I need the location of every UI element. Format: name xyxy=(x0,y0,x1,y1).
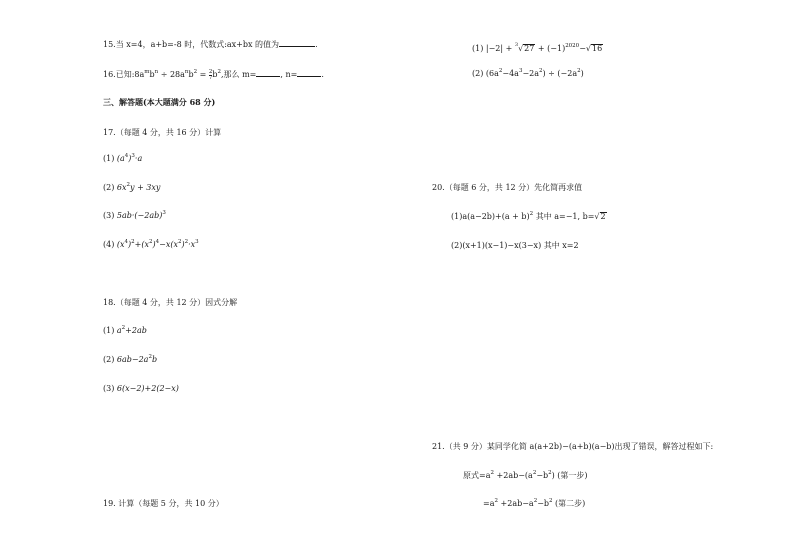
question-21-step-2: $=a^2 +2ab-a^2-b^2$ (第二步) xyxy=(483,498,586,508)
question-17-part-2: (2) $6x^2y + 3xy$ xyxy=(103,182,161,192)
question-18-title: 18.（每题 4 分，共 12 分）因式分解 xyxy=(103,298,238,307)
question-17-title: 17.（每题 4 分，共 16 分）计算 xyxy=(103,128,222,137)
radical-sign: √ xyxy=(585,44,591,53)
question-21-title: 21.（共 9 分）某同学化简 a(a+2b)−(a+b)(a−b)出现了错误，解答过程如下: xyxy=(432,442,714,451)
question-20-part-2: (2)(x+1)(x−1)−x(3−x) 其中 x=2 xyxy=(451,241,579,250)
question-17-part-4: (4) $(x^4)^2+(x^2)^4-x(x^2)^2\cdot x^3$ xyxy=(103,239,199,249)
question-20-part-1: $(1)a(a-2b)+(a + b)^2$ 其中 a=−1, b=√2 xyxy=(451,211,606,221)
question-17-part-3: (3) $5ab\cdot(-2ab)^3$ xyxy=(103,210,166,220)
radical-sign: √ xyxy=(518,44,524,53)
answer-blank-n xyxy=(297,69,321,77)
question-15: 15.当 x=4，a+b=-8 时，代数式:ax+bx 的值为 . xyxy=(103,40,318,49)
question-19-title: 19. 计算（每题 5 分，共 10 分） xyxy=(103,499,224,508)
answer-blank-m xyxy=(256,69,280,77)
question-19-part-2: (2) $(6a^2-4a^3-2a^2) \div (-2a^2)$ xyxy=(472,68,584,78)
radical-sign: √ xyxy=(594,212,600,221)
answer-blank xyxy=(279,39,315,47)
question-18-part-2: (2) $6ab-2a^2b$ xyxy=(103,354,158,364)
question-17-part-1: (1) $(a^4)^3\cdot a$ xyxy=(103,153,143,163)
cube-root: 3 xyxy=(514,42,519,48)
question-21-step-1: 原式$=a^2 +2ab-(a^2-b^2)$ (第一步) xyxy=(463,470,588,480)
question-18-part-1: (1) $a^2+2ab$ xyxy=(103,325,147,335)
fraction: $\frac{2}{7}$ xyxy=(208,68,213,81)
question-19-part-1: (1) $|-2| + ^3√27 + (-1)^{2020}-√16$ xyxy=(472,42,603,53)
section-3-heading: 三、解答题(本大题满分 68 分) xyxy=(103,97,216,107)
question-20-title: 20.（每题 6 分，共 12 分）先化简再求值 xyxy=(432,183,583,192)
question-16: 16.已知$:8a^mb^n \div 28a^nb^2$ = $\frac{2}{7}$ $b^2$,那么 m= , n= . xyxy=(103,68,324,81)
question-18-part-3: (3) 6(x−2)+2(2−x) xyxy=(103,384,179,393)
